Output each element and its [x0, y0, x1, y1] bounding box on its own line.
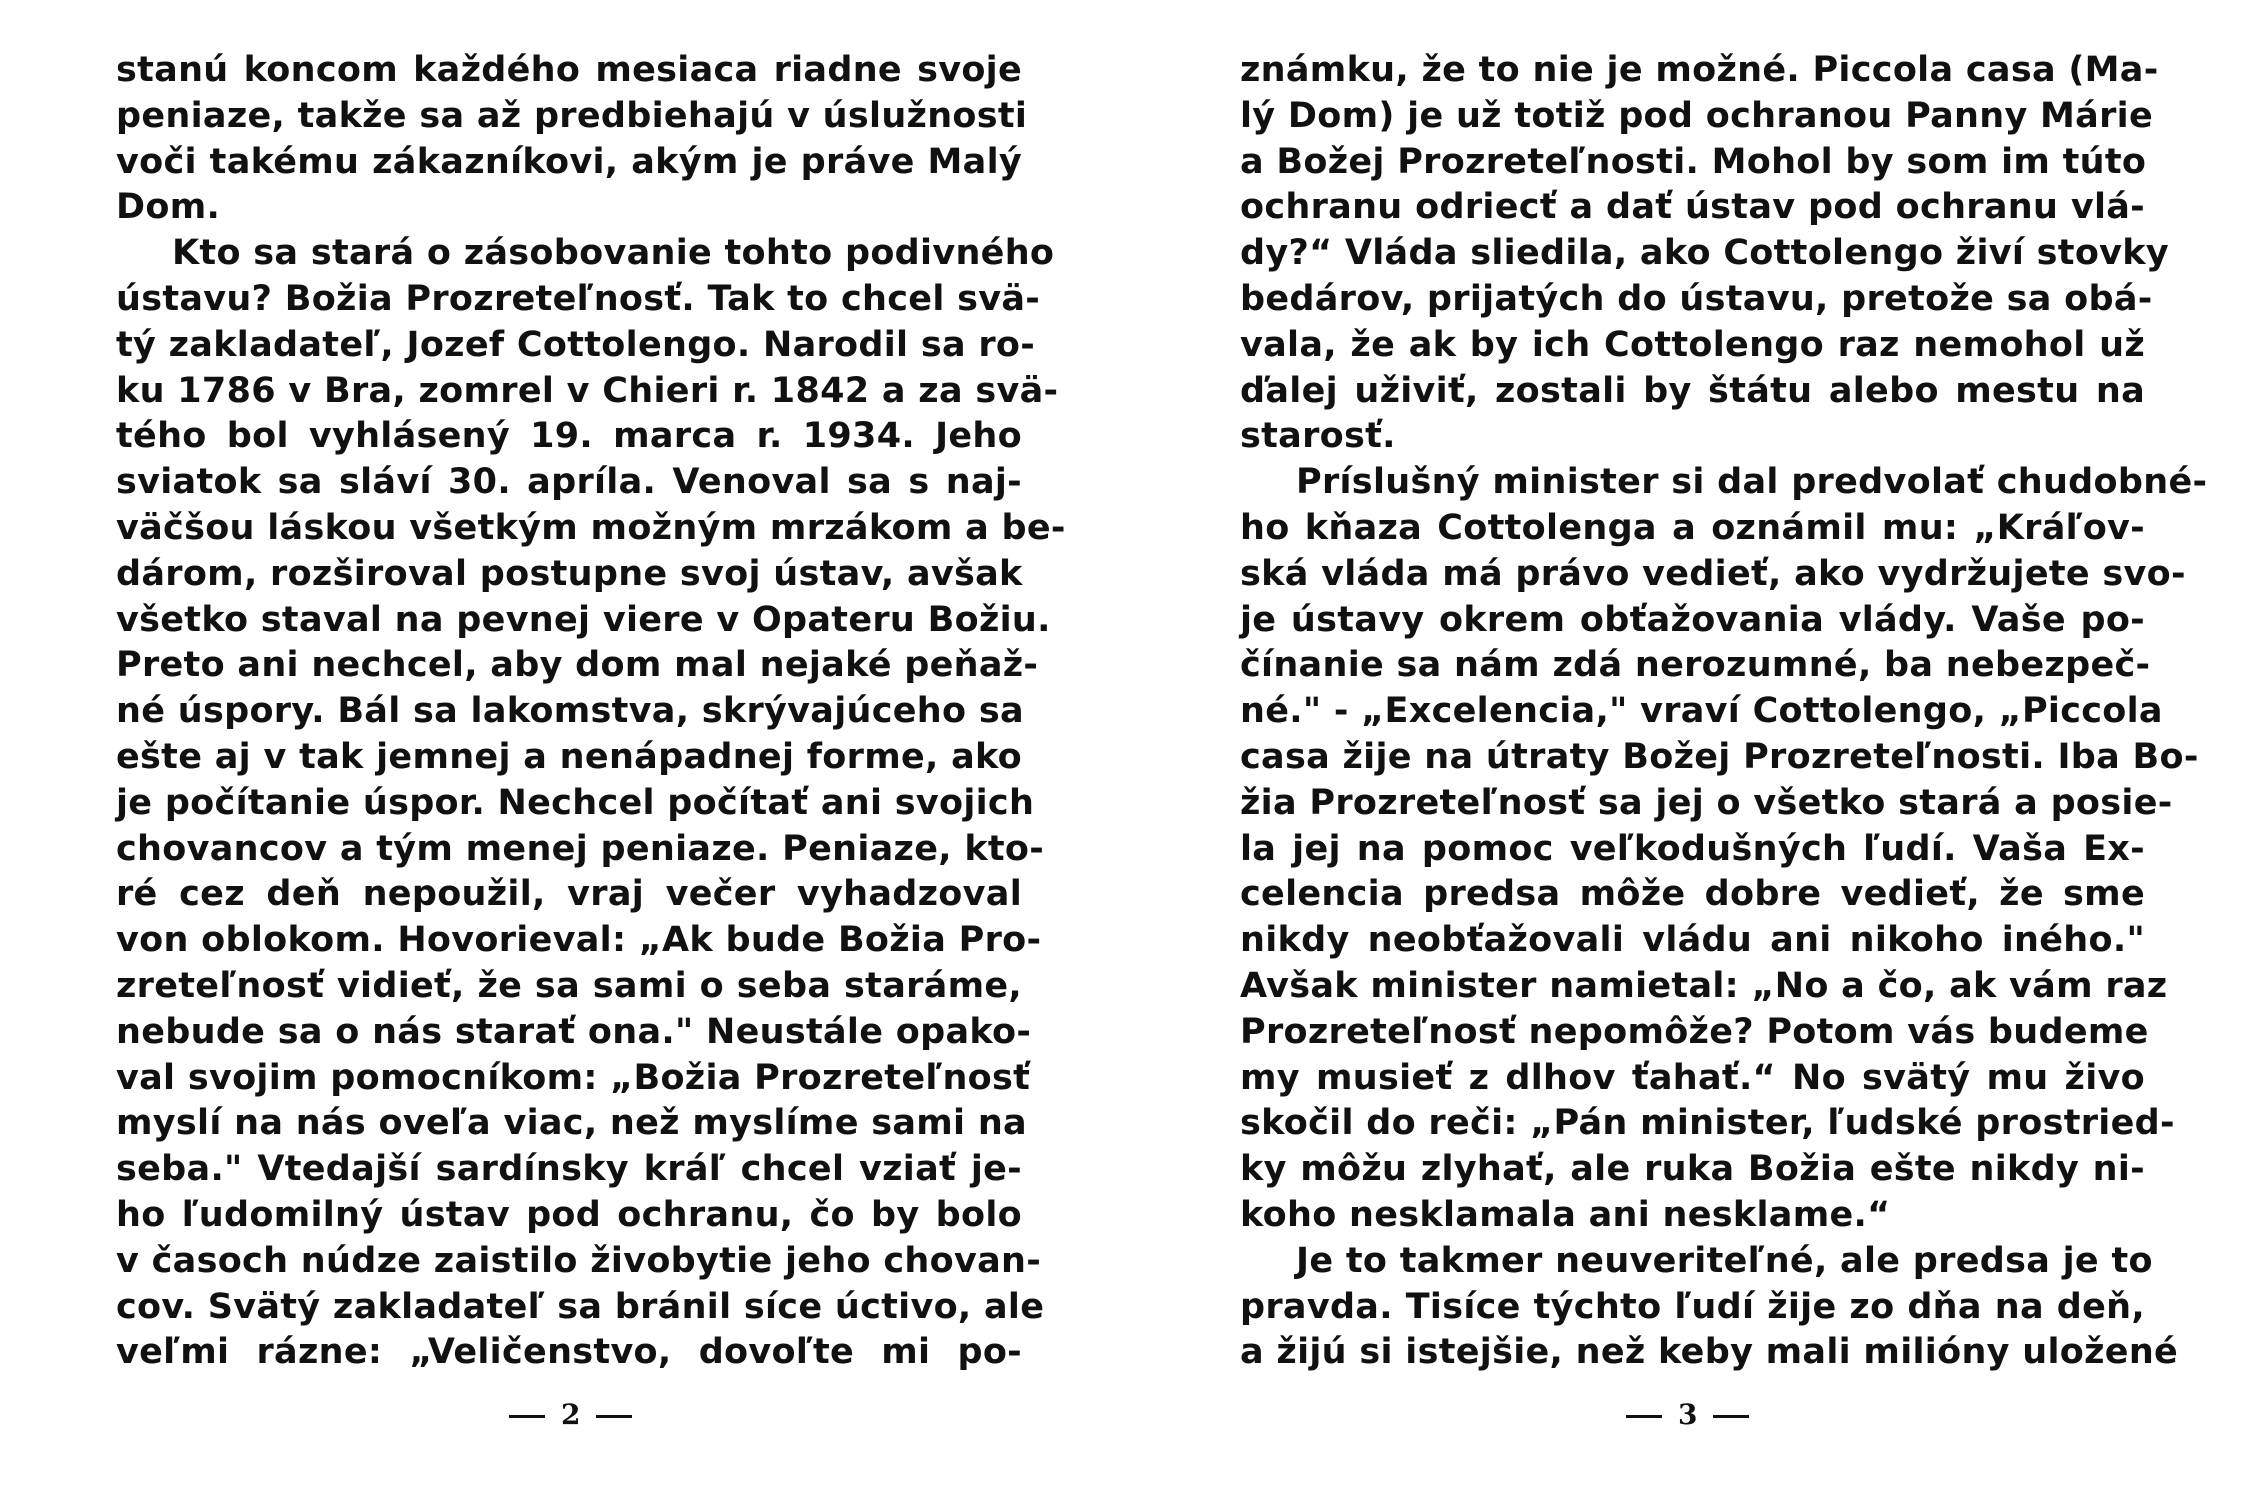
right-line-24: skočil do reči: „Pán minister, ľudské prostried- [1240, 1103, 2175, 1144]
left-line-21: zreteľnosť vidieť, že sa sami o seba staráme, [116, 965, 1022, 1006]
left-line-15: né úspory. Bál sa lakomstva, skrývajúceho sa [116, 691, 1024, 732]
dash-left-b [596, 1415, 632, 1418]
left-line-8: ku 1786 v Bra, zomrel v Chieri r. 1842 a za svä- [116, 370, 1059, 411]
right-line-3: a Božej Prozreteľnosti. Mohol by som im túto [1240, 141, 2147, 182]
right-page-number [1610, 1398, 1765, 1431]
right-line-10: Príslušný minister si dal predvolať chudobné- [1296, 462, 2208, 503]
right-line-26: koho nesklamala ani nesklame.“ [1240, 1194, 1891, 1235]
right-line-16: casa žije na útraty Božej Prozreteľnosti. Iba Bo- [1240, 736, 2199, 777]
dash-right-b [1713, 1415, 1749, 1418]
left-line-1: stanú koncom každého mesiaca riadne svoje [116, 50, 1022, 90]
right-line-12: ská vláda má právo vedieť, ako vydržujete svo- [1240, 553, 2186, 594]
right-line-28: pravda. Tisíce týchto ľudí žije zo dňa na deň, [1240, 1286, 2145, 1327]
left-page-number [493, 1398, 648, 1431]
right-page-number-value: 3 [1678, 1398, 1698, 1431]
right-line-21: Avšak minister namietal: „No a čo, ak vám raz [1240, 965, 2168, 1006]
right-line-14: čínanie sa nám zdá nerozumné, ba nebezpeč- [1240, 645, 2151, 686]
right-line-18: la jej na pomoc veľkodušných ľudí. Vaša Ex- [1240, 828, 2145, 869]
right-line-9: starosť. [1240, 416, 1396, 457]
left-line-7: tý zakladateľ, Jozef Cottolengo. Narodil sa ro- [116, 324, 1036, 365]
right-line-23: my musieť z dlhov ťahať.“ No svätý mu živo [1240, 1057, 2145, 1098]
right-line-2: lý Dom) je už totiž pod ochranou Panny Márie [1240, 95, 2153, 136]
left-line-9: tého bol vyhlásený 19. marca r. 1934. Jeho [116, 416, 1022, 457]
left-line-12: dárom, rozširoval postupne svoj ústav, avšak [116, 553, 1023, 594]
right-line-6: bedárov, prijatých do ústavu, pretože sa obá- [1240, 278, 2153, 319]
dash-right-a [1626, 1415, 1662, 1418]
right-line-22: Prozreteľnosť nepomôže? Potom vás budeme [1240, 1011, 2149, 1052]
left-line-4: Dom. [116, 187, 221, 228]
left-line-18: chovancov a tým menej peniaze. Peniaze, kto- [116, 828, 1045, 869]
left-line-22: nebude sa o nás starať ona." Neustále opako- [116, 1011, 1032, 1052]
left-line-6: ústavu? Božia Prozreteľnosť. Tak to chcel svä- [116, 278, 1041, 319]
right-line-1: známku, že to nie je možné. Piccola casa (Ma- [1240, 50, 2159, 90]
left-line-10: sviatok sa sláví 30. apríla. Venoval sa s naj- [116, 462, 1022, 503]
right-line-27: Je to takmer neuveriteľné, ale predsa je to [1296, 1240, 2153, 1281]
right-line-4: ochranu odriecť a dať ústav pod ochranu vlá- [1240, 187, 2145, 228]
right-line-15: né." - „Excelencia," vraví Cottolengo, „Piccola [1240, 691, 2163, 732]
left-line-13: všetko staval na pevnej viere v Opateru Božiu. [116, 599, 1051, 640]
left-line-29: veľmi rázne: „Veličenstvo, dovoľte mi po- [116, 1332, 1022, 1373]
right-line-11: ho kňaza Cottolenga a oznámil mu: „Kráľov- [1240, 507, 2145, 548]
left-line-25: seba." Vtedajší sardínsky kráľ chcel vziať je- [116, 1149, 1022, 1190]
left-line-27: v časoch núdze zaistilo živobytie jeho chovan- [116, 1240, 1042, 1281]
right-line-19: celencia predsa môže dobre vedieť, že sme [1240, 874, 2145, 915]
left-line-28: cov. Svätý zakladateľ sa bránil síce úctivo, ale [116, 1286, 1045, 1327]
left-line-20: von oblokom. Hovorieval: „Ak bude Božia Pro- [116, 920, 1042, 961]
right-line-17: žia Prozreteľnosť sa jej o všetko stará a posie- [1240, 782, 2173, 823]
right-line-29: a žijú si istejšie, než keby mali milióny uložené [1240, 1332, 2179, 1373]
right-line-20: nikdy neobťažovali vládu ani nikoho iného." [1240, 920, 2145, 961]
left-line-2: peniaze, takže sa až predbiehajú v úslužnosti [116, 95, 1028, 136]
left-line-3: voči takému zákazníkovi, akým je práve Malý [116, 141, 1022, 182]
left-line-16: ešte aj v tak jemnej a nenápadnej forme, ako [116, 736, 1022, 777]
right-page [1240, 48, 2208, 1376]
left-page-number-value: 2 [561, 1398, 581, 1431]
left-line-11: väčšou láskou všetkým možným mrzákom a be- [116, 507, 1066, 548]
left-page [116, 48, 1066, 1376]
right-line-25: ky môžu zlyhať, ale ruka Božia ešte nikdy ni- [1240, 1149, 2145, 1190]
right-line-5: dy?“ Vláda sliedila, ako Cottolengo živí stovky [1240, 233, 2169, 274]
left-line-17: je počítanie úspor. Nechcel počítať ani svojich [116, 782, 1035, 823]
dash-left-a [509, 1415, 545, 1418]
right-line-8: ďalej uživiť, zostali by štátu alebo mestu na [1240, 370, 2145, 411]
left-line-19: ré cez deň nepoužil, vraj večer vyhadzoval [116, 874, 1022, 915]
right-line-7: vala, že ak by ich Cottolengo raz nemohol už [1240, 324, 2145, 365]
left-line-14: Preto ani nechcel, aby dom mal nejaké peňaž- [116, 645, 1039, 686]
left-line-23: val svojim pomocníkom: „Božia Prozreteľnosť [116, 1057, 1031, 1098]
right-line-13: je ústavy okrem obťažovania vlády. Vaše po- [1240, 599, 2145, 640]
left-line-5: Kto sa stará o zásobovanie tohto podivného [172, 233, 1055, 274]
left-line-26: ho ľudomilný ústav pod ochranu, čo by bolo [116, 1194, 1022, 1235]
left-line-24: myslí na nás oveľa viac, než myslíme sami na [116, 1103, 1027, 1144]
